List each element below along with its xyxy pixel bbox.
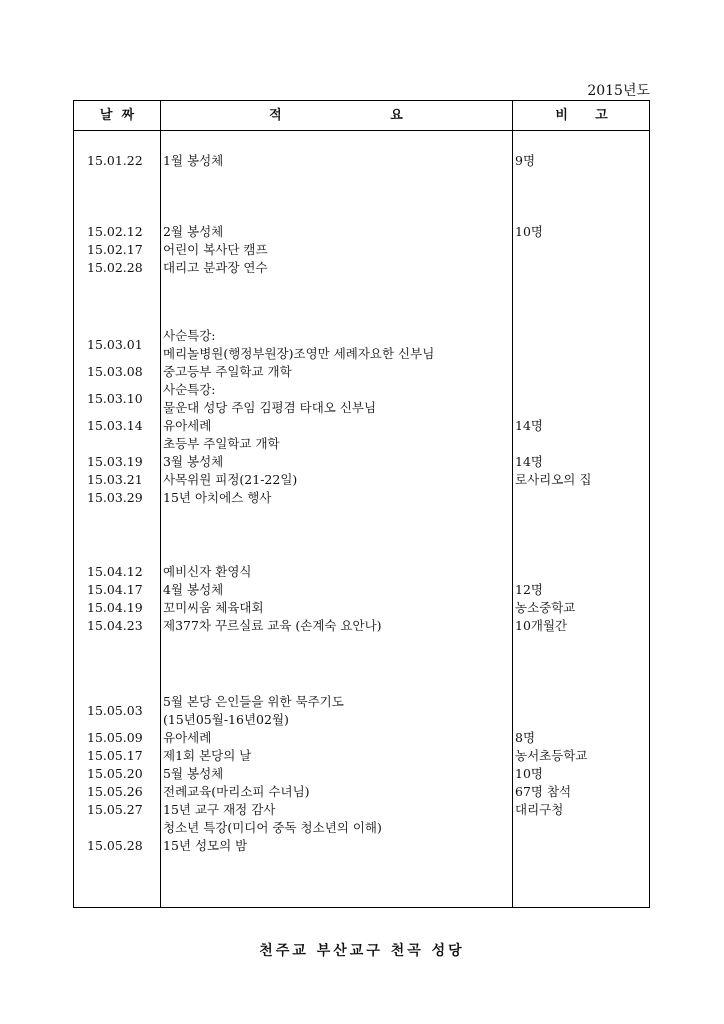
page-footer: 천주교 부산교구 천곡 성당 (259, 943, 465, 959)
row-summary: 중고등부 주일학교 개학 (163, 364, 292, 379)
row-summary: 전례교육(마리소피 수녀님) (163, 784, 310, 799)
row-remarks: 10개월간 (515, 618, 568, 633)
row-date: 15.03.21 (87, 472, 143, 487)
row-date: 15.05.09 (87, 730, 143, 745)
row-date: 15.02.12 (87, 224, 143, 239)
row-date: 15.04.12 (87, 564, 143, 579)
row-summary: 물운대 성당 주임 김평겸 타대오 신부님 (163, 400, 377, 415)
row-summary: 2월 봉성체 (163, 224, 224, 239)
row-date: 15.02.17 (87, 242, 143, 257)
row-remarks: 농소중학교 (515, 600, 576, 615)
column-divider-remarks (512, 101, 513, 907)
row-date: 15.05.28 (87, 838, 143, 853)
row-summary: 15년 성모의 밤 (163, 838, 248, 853)
row-summary: 청소년 특강(미디어 중독 청소년의 이해) (163, 820, 382, 835)
row-remarks: 14명 (515, 454, 543, 469)
row-date: 15.04.23 (87, 618, 143, 633)
row-date: 15.03.08 (87, 364, 143, 379)
row-summary: 유아세례 (163, 730, 212, 745)
row-summary: 15년 아치에스 행사 (163, 490, 272, 505)
row-summary: 제1회 본당의 날 (163, 748, 252, 763)
row-summary: 꼬미씨움 체육대회 (163, 600, 264, 615)
row-date: 15.05.27 (87, 802, 143, 817)
row-remarks: 로사리오의 집 (515, 472, 592, 487)
row-date: 15.01.22 (87, 153, 143, 168)
row-summary: 사목위원 피정(21-22일) (163, 472, 298, 487)
row-remarks: 9명 (515, 153, 536, 168)
row-remarks: 대리구청 (515, 802, 564, 817)
row-remarks: 10명 (515, 766, 543, 781)
row-date: 15.03.01 (87, 337, 143, 352)
header-date: 날 짜 (99, 108, 135, 123)
header-summary: 적 요 (269, 108, 403, 123)
row-date: 15.03.14 (87, 418, 143, 433)
row-summary: 5월 본당 은인들을 위한 묵주기도 (163, 694, 344, 709)
row-remarks: 14명 (515, 418, 543, 433)
row-summary: 대리고 분과장 연수 (163, 260, 268, 275)
row-date: 15.03.19 (87, 454, 143, 469)
header-divider (74, 130, 649, 131)
row-summary: 1월 봉성체 (163, 153, 224, 168)
row-remarks: 67명 참석 (515, 784, 572, 799)
row-summary: 3월 봉성체 (163, 454, 224, 469)
row-date: 15.04.17 (87, 582, 143, 597)
row-date: 15.02.28 (87, 260, 143, 275)
row-remarks: 12명 (515, 582, 543, 597)
row-summary: 메리놀병원(행정부원장)조영만 세례자요한 신부님 (163, 346, 435, 361)
row-summary: 사순특강: (163, 382, 216, 397)
row-date: 15.05.17 (87, 748, 143, 763)
header-remarks: 비 고 (555, 108, 608, 123)
row-date: 15.05.20 (87, 766, 143, 781)
activity-table (73, 100, 650, 908)
row-remarks: 10명 (515, 224, 543, 239)
row-summary: 사순특강: (163, 328, 216, 343)
row-date: 15.04.19 (87, 600, 143, 615)
year-label: 2015년도 (587, 83, 650, 99)
row-summary: 초등부 주일학교 개학 (163, 436, 280, 451)
row-summary: (15년05월-16년02월) (163, 712, 289, 727)
row-summary: 5월 봉성체 (163, 766, 224, 781)
row-summary: 제377차 꾸르실료 교육 (손계숙 요안나) (163, 618, 382, 633)
row-date: 15.05.26 (87, 784, 143, 799)
row-date: 15.03.10 (87, 391, 143, 406)
column-divider-date (160, 101, 161, 907)
row-summary: 예비신자 환영식 (163, 564, 252, 579)
row-summary: 4월 봉성체 (163, 582, 224, 597)
row-summary: 어린이 복사단 캠프 (163, 242, 268, 257)
row-date: 15.03.29 (87, 490, 143, 505)
row-remarks: 8명 (515, 730, 536, 745)
row-remarks: 농서초등학교 (515, 748, 588, 763)
row-summary: 유아세례 (163, 418, 212, 433)
row-date: 15.05.03 (87, 703, 143, 718)
row-summary: 15년 교구 재정 감사 (163, 802, 276, 817)
